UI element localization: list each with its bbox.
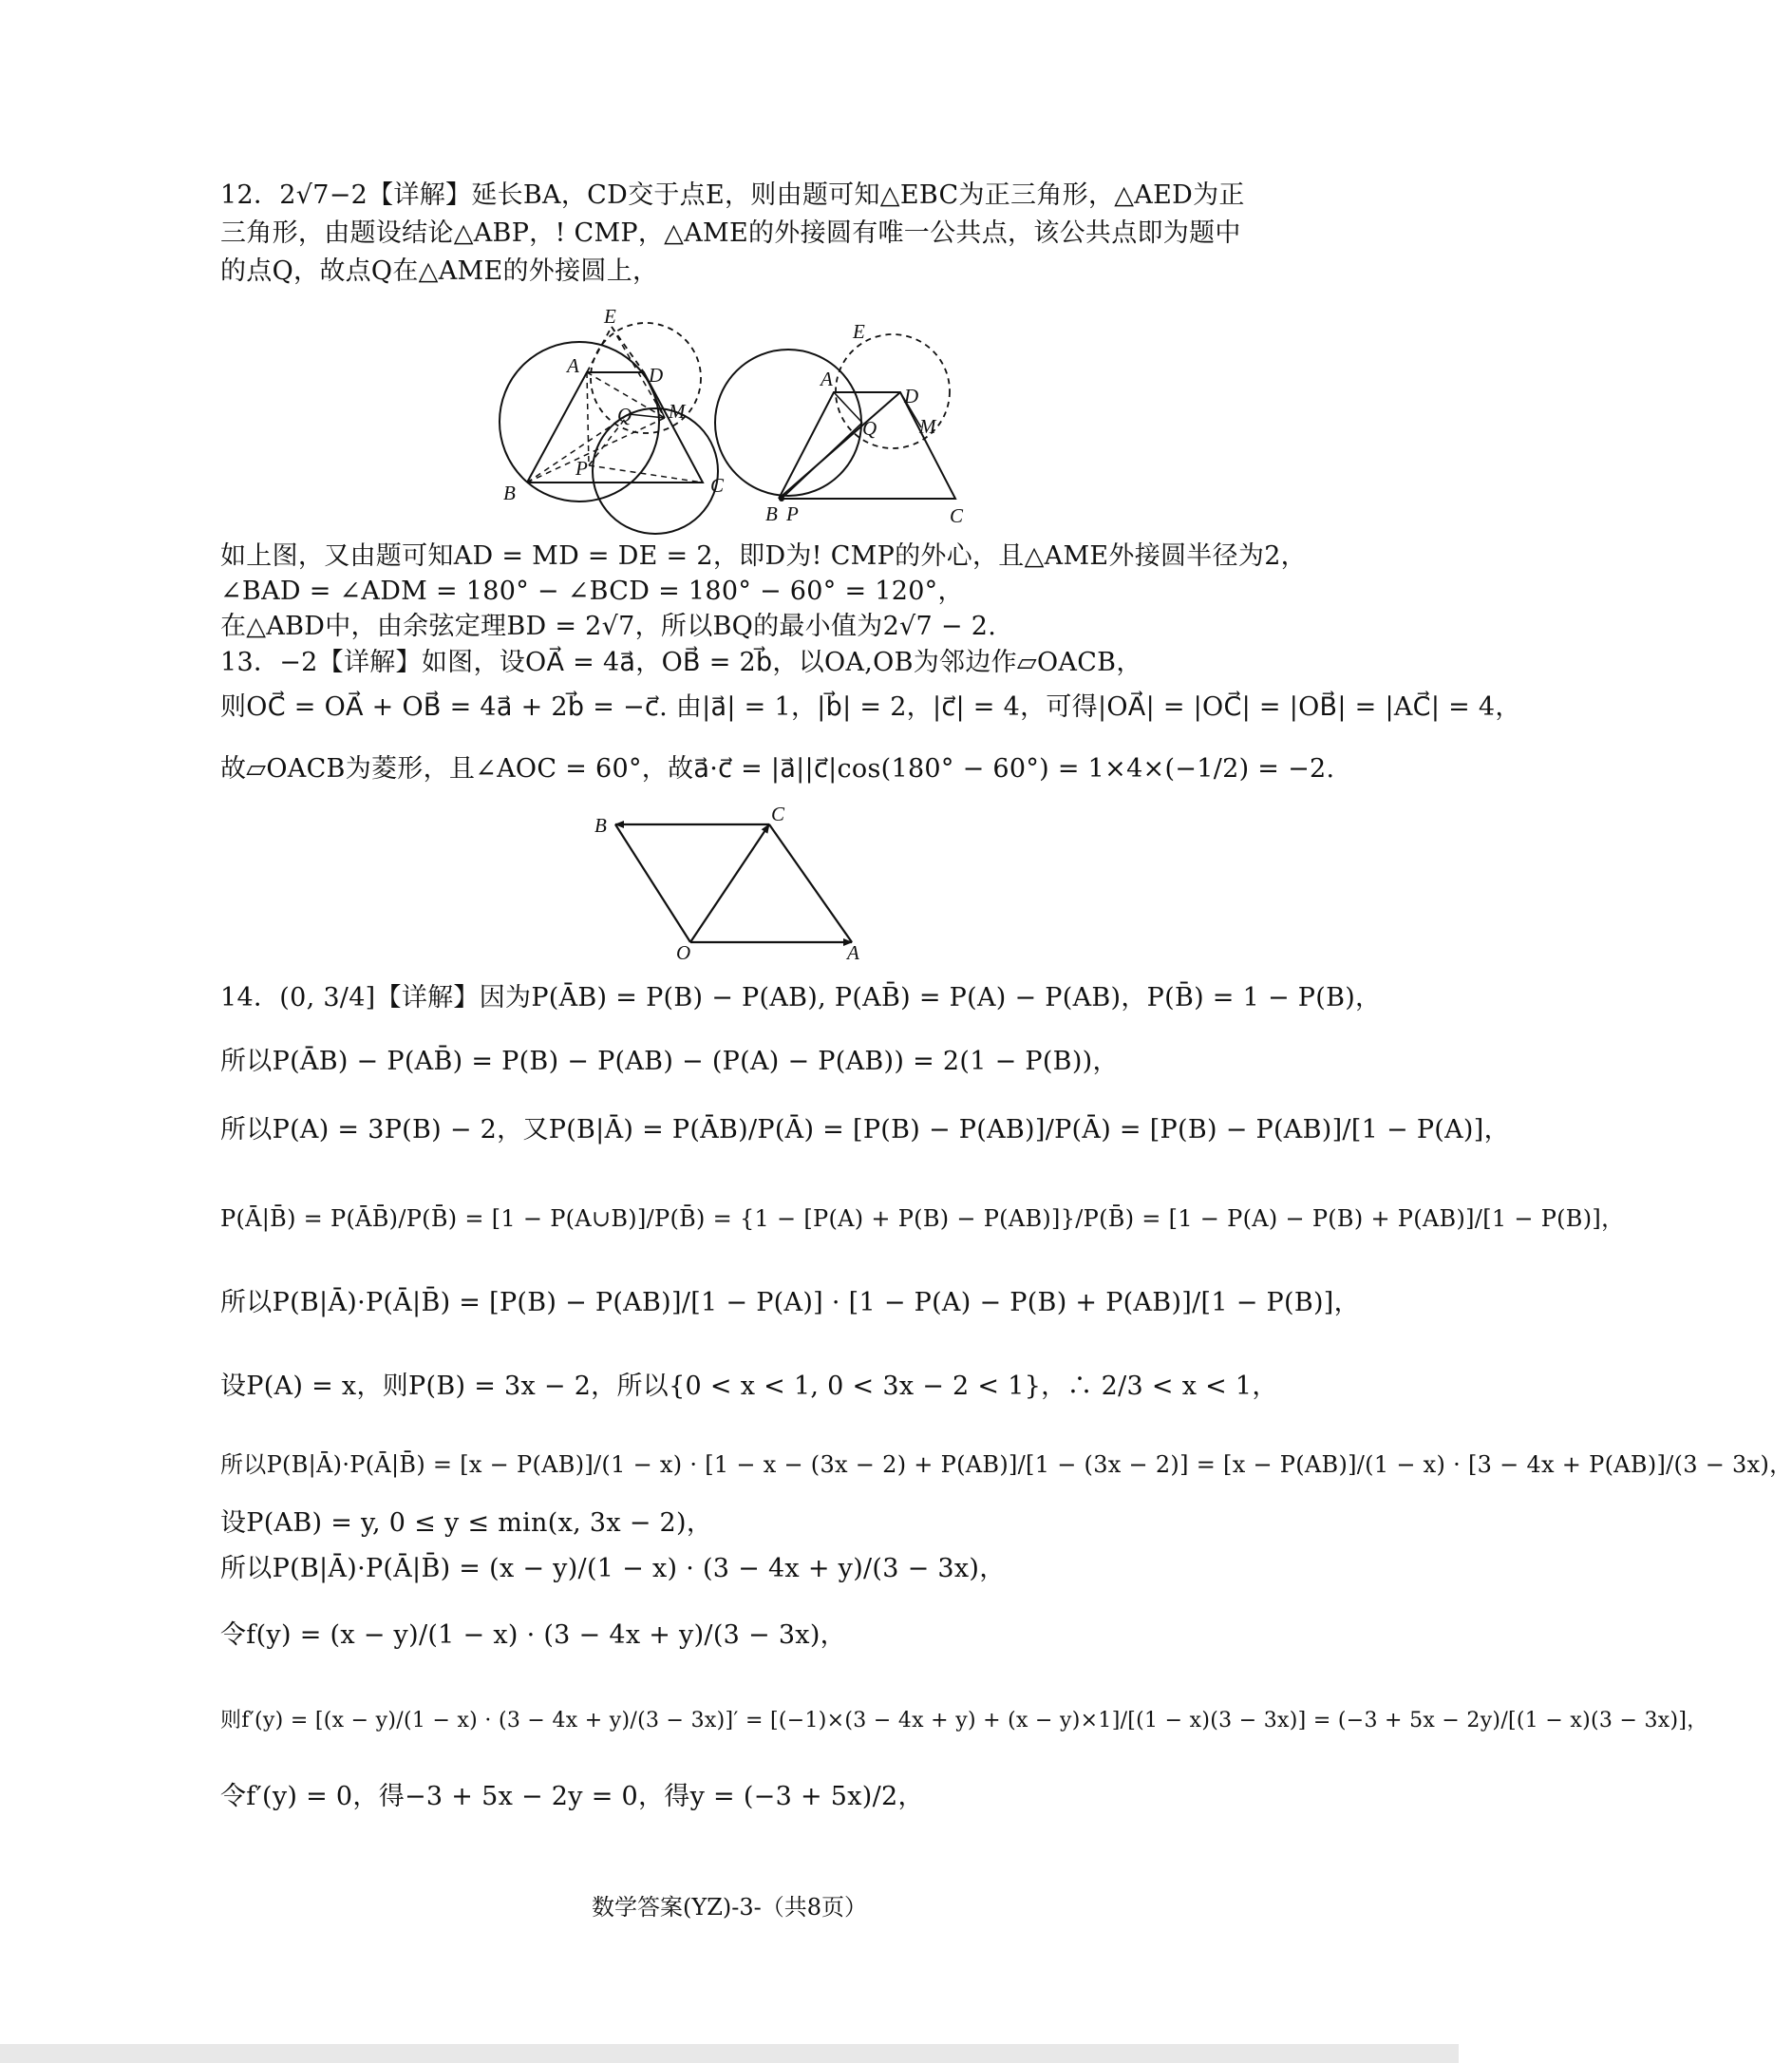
p12-line-4: 如上图，又由题可知AD = MD = DE = 2，即D为! CMP的外心，且△AME外接圆半径为2， [220, 541, 1307, 571]
p14-line-9: 所以P(B|Ā)·P(Ā|B̄) = (x − y)/(1 − x) · (3 − 4x + y)/(3 − 3x)， [220, 1554, 1006, 1583]
p14-line-11: 则f′(y) = [(x − y)/(1 − x) · (3 − 4x + y)/(3 − 3x)]′ = [(−1)×(3 − 4x + y) + (x − y)×1]/[(1 − x)(3 − 3x)] = (−3 + 5x − 2y)/[(1 − x)(3 − 3x)]， [220, 1709, 1708, 1732]
label-m: M [919, 415, 936, 438]
p12-figure-right [717, 302, 1002, 528]
label-d: D [649, 364, 664, 387]
p14-line-8: 设P(AB) = y, 0 ≤ y ≤ min(x, 3x − 2)， [220, 1508, 713, 1538]
p14-line-1: 14．(0, 3/4]【详解】因为P(ĀB) = P(B) − P(AB), P(AB̄) = P(A) − P(AB)，P(B̄) = 1 − P(B)， [220, 983, 1382, 1013]
segment-ca [769, 824, 852, 942]
label-e: E [604, 305, 616, 328]
label-c: C [710, 474, 725, 497]
label-q: Q [617, 404, 632, 426]
segment-ed [612, 327, 644, 372]
quadrilateral-abcd [779, 392, 955, 499]
p12-figure-left [484, 302, 741, 511]
page-footer: 数学答案(YZ)-3-（共8页） [591, 1894, 867, 1921]
p14-line-4: P(Ā|B̄) = P(ĀB̄)/P(B̄) = [1 − P(A∪B)]/P(B̄) = {1 − [P(A) + P(B) − P(AB)]}/P(B̄) = [1 − P(A) − P(B) + P(AB)]/[1 − P(B)]， [220, 1205, 1625, 1232]
p13-figure-rhombus [589, 805, 874, 967]
p13-line-3: 故▱OACB为菱形，且∠AOC = 60°，故a⃗·c⃗ = |a⃗||c⃗|cos(180° − 60°) = 1×4×(−1/2) = −2. [220, 754, 1335, 784]
segment-bm [527, 418, 665, 483]
segment-bd [779, 392, 900, 499]
p14-line-7: 所以P(B|Ā)·P(Ā|B̄) = [x − P(AB)]/(1 − x) · [1 − x − (3x − 2) + P(AB)]/[1 − (3x − 2)] = [x − P(AB)]/(1 − x) · [3 − 4x + P(AB)]/(3 − 3x)， [220, 1451, 1792, 1478]
p14-line-6: 设P(A) = x，则P(B) = 3x − 2，所以{0 < x < 1, 0 < 3x − 2 < 1}，∴ 2/3 < x < 1， [220, 1372, 1278, 1401]
label-b: B [765, 502, 778, 525]
label-a: A [821, 368, 833, 390]
p12-line-1: 12．2√7−2【详解】延长BA，CD交于点E，则由题可知△EBC为正三角形，△AED为正 [220, 180, 1245, 210]
p14-line-5: 所以P(B|Ā)·P(Ā|B̄) = [P(B) − P(AB)]/[1 − P(A)] · [1 − P(A) − P(B) + P(AB)]/[1 − P(B)]， [220, 1288, 1360, 1317]
label-a: A [567, 354, 579, 377]
p12-line-6: 在△ABD中，由余弦定理BD = 2√7，所以BQ的最小值为2√7 − 2. [220, 612, 997, 641]
label-d: D [904, 385, 919, 407]
scan-bottom-strip [0, 2044, 1459, 2063]
label-b: B [503, 482, 516, 504]
label-e: E [853, 320, 865, 343]
label-b: B [594, 814, 607, 837]
p13-line-2: 则OC⃗ = OA⃗ + OB⃗ = 4a⃗ + 2b⃗ = −c⃗. 由|a⃗| = 1，|b⃗| = 2，|c⃗| = 4，可得|OA⃗| = |OC⃗| = |OB⃗| = |AC⃗| = 4， [220, 692, 1521, 722]
p12-line-5: ∠BAD = ∠ADM = 180° − ∠BCD = 180° − 60° = 120°， [220, 577, 964, 606]
segment-bo [615, 824, 690, 942]
p14-line-12: 令f′(y) = 0，得−3 + 5x − 2y = 0，得y = (−3 + 5x)/2， [220, 1782, 924, 1811]
label-p: P [575, 457, 588, 480]
segment-ae [587, 327, 612, 372]
circle-cmp [593, 408, 718, 534]
label-p: P [786, 502, 799, 525]
p14-line-10: 令f(y) = (x − y)/(1 − x) · (3 − 4x + y)/(3 − 3x)， [220, 1620, 846, 1650]
p13-line-1: 13．−2【详解】如图，设OA⃗ = 4a⃗，OB⃗ = 2b⃗，以OA,OB为邻边作▱OACB， [220, 648, 1142, 677]
p14-line-2: 所以P(ĀB) − P(AB̄) = P(B) − P(AB) − (P(A) − P(AB)) = 2(1 − P(B))， [220, 1047, 1119, 1076]
label-c: C [950, 504, 964, 527]
p12-line-2: 三角形，由题设结论△ABP，! CMP，△AME的外接圆有唯一公共点，该公共点即为题中 [220, 218, 1241, 248]
label-m: M [669, 400, 686, 423]
vector-oc [690, 824, 769, 942]
p14-line-3: 所以P(A) = 3P(B) − 2，又P(B|Ā) = P(ĀB)/P(Ā) = [P(B) − P(AB)]/P(Ā) = [P(B) − P(AB)]/[1 − P(A)]， [220, 1115, 1510, 1145]
point-p [779, 496, 784, 502]
segment-pc [589, 465, 703, 483]
p12-line-3: 的点Q，故点Q在△AME的外接圆上， [220, 256, 659, 286]
label-q: Q [862, 417, 877, 440]
label-o: O [676, 941, 691, 964]
label-a: A [847, 941, 859, 964]
label-c: C [771, 803, 785, 825]
segment-ap [587, 372, 589, 465]
